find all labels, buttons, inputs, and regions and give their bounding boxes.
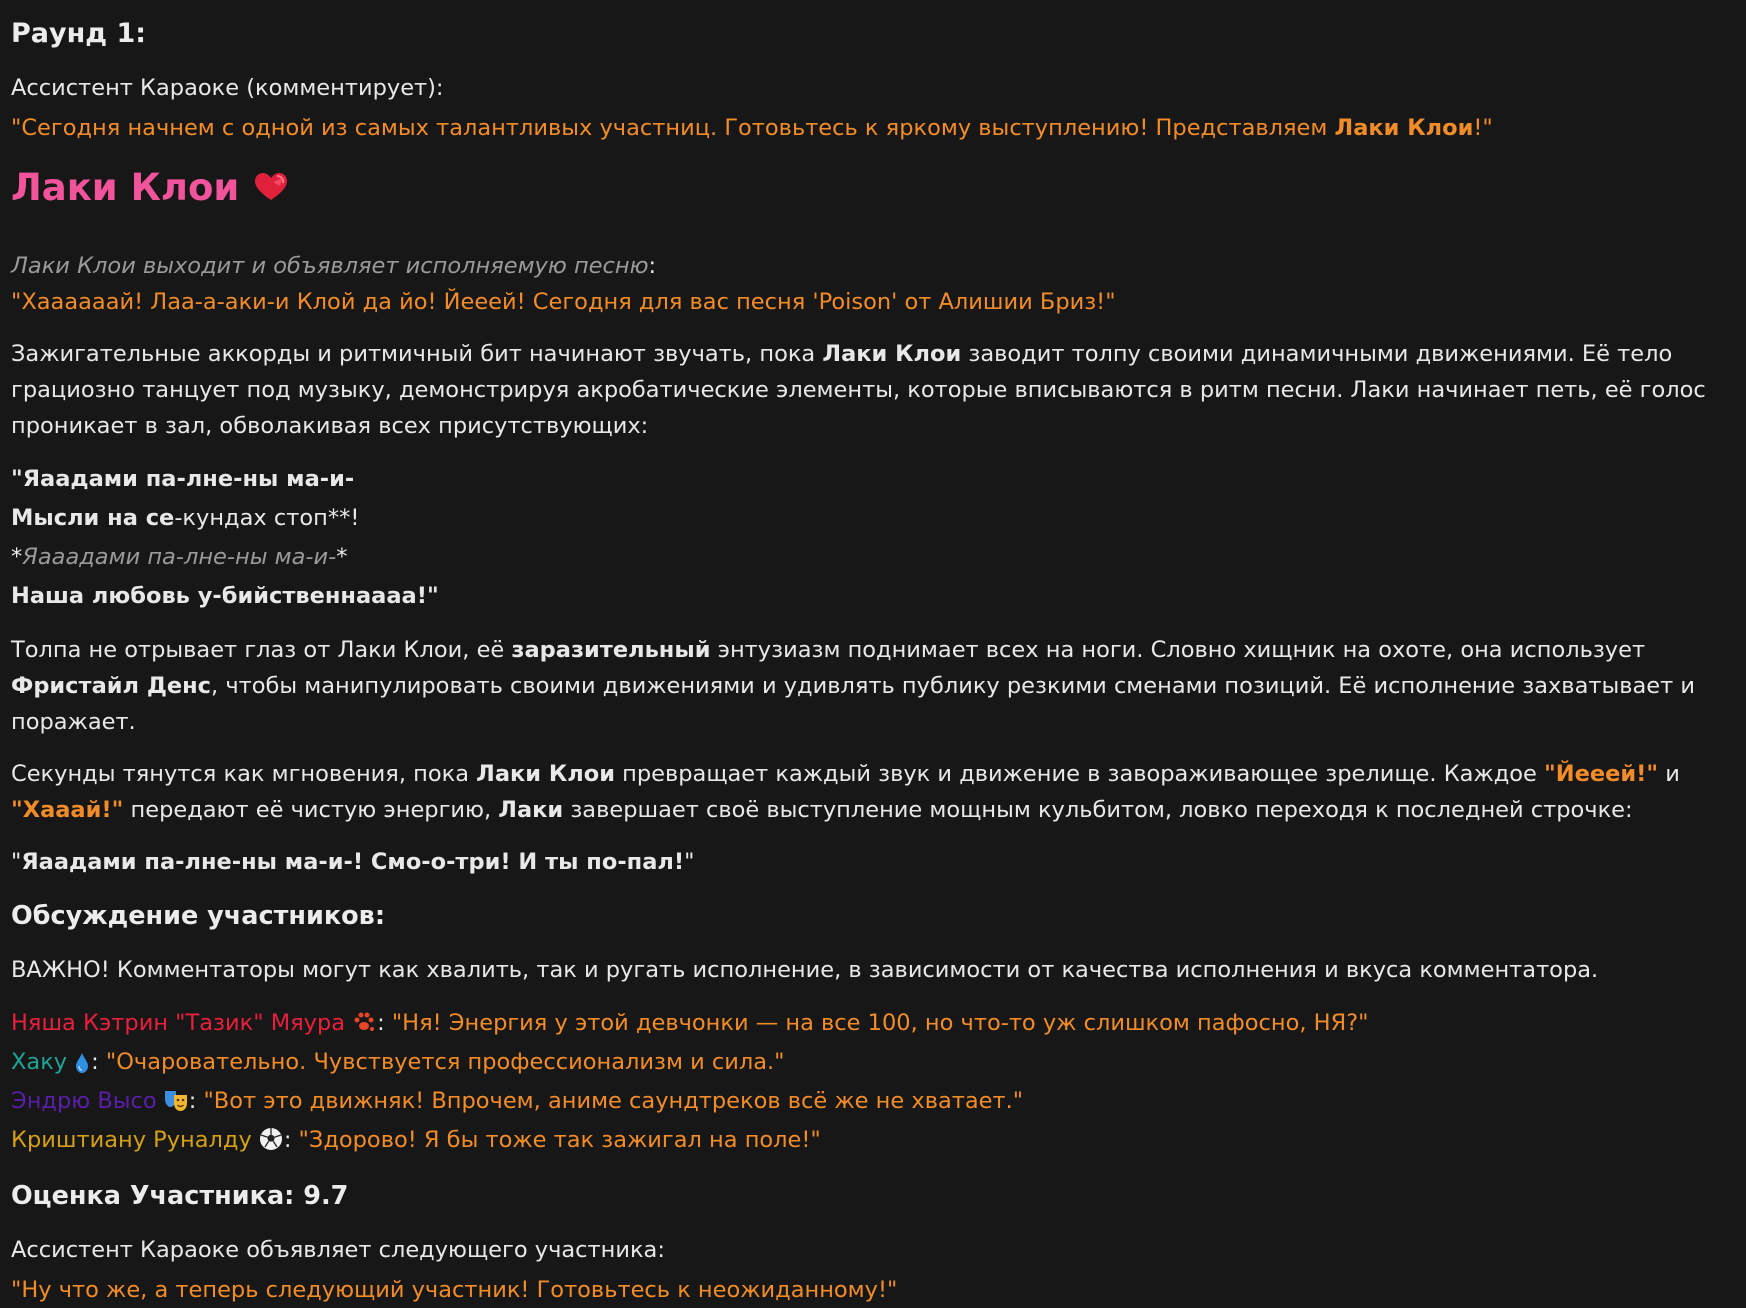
comment-sep: : bbox=[91, 1049, 99, 1075]
assistant-intro bbox=[11, 70, 1735, 146]
lyrics-line-4 bbox=[11, 577, 1735, 616]
comments-list bbox=[11, 1004, 1735, 1160]
lyrics-line-3 bbox=[11, 538, 1735, 577]
narration-paragraph-2 bbox=[11, 632, 1735, 740]
next-quote: "Ну что же, а теперь следующий участник! Готовьтесь к неожиданному!" bbox=[11, 1277, 898, 1303]
score-title: Оценка Участника: 9.7 bbox=[11, 1181, 349, 1211]
soccer-ball-icon bbox=[258, 1126, 284, 1152]
text-span: Зажигательные аккорды и ритмичный бит начинают звучать, пока bbox=[11, 341, 823, 367]
commenter-name: Хаку bbox=[11, 1049, 68, 1075]
performer-announcement: "Хаааааай! Лаа-а-аки-и Клой да йо! Йееей! Сегодня для вас песня 'Poison' от Алишии Бриз!" bbox=[11, 289, 1116, 315]
performer-intro bbox=[11, 248, 1735, 320]
text-span: " bbox=[11, 849, 22, 875]
droplet-icon bbox=[75, 1048, 89, 1070]
comment-text: "Вот это движняк! Впрочем, аниме саундтреков всё же не хватает." bbox=[196, 1088, 1024, 1114]
lyrics-text: Яааадами па-лне-ны ма-и- bbox=[22, 544, 337, 570]
text-span: передают её чистую энергию, bbox=[123, 797, 499, 823]
performer-action-colon: : bbox=[648, 253, 657, 279]
comment-sep: : bbox=[283, 1127, 292, 1153]
round-title: Раунд 1: bbox=[11, 18, 147, 49]
comment-item bbox=[11, 1121, 1735, 1160]
performer-action-text: Лаки Клои выходит и объявляет исполняемую песню bbox=[11, 253, 649, 279]
comment-text: "Ня! Энергия у этой девчонки — на все 100, но что-то уж слишком пафосно, НЯ?" bbox=[384, 1010, 1369, 1036]
next-label: Ассистент Караоке объявляет следующего участника: bbox=[11, 1237, 665, 1263]
comment-item bbox=[11, 1004, 1735, 1043]
intro-prefix: "Сегодня начнем с одной из самых талантливых участниц. Готовьтесь к яркому выступлению! Представляем bbox=[11, 115, 1335, 141]
text-span: Секунды тянутся как мгновения, пока bbox=[11, 761, 477, 787]
paw-icon bbox=[351, 1009, 377, 1035]
text-span: Толпа не отрывает глаз от Лаки Клои, её bbox=[11, 637, 512, 663]
bold-text: Яаадами па-лне-ны ма-и-! Смо-о-три! И ты по-пал! bbox=[21, 849, 685, 875]
lyrics-text: -кундах стоп**! bbox=[174, 505, 360, 531]
lyrics-line-2 bbox=[11, 499, 1735, 538]
intro-name: Лаки Клои bbox=[1334, 115, 1474, 141]
text-span: превращает каждый звук и движение в завораживающее зрелище. Каждое bbox=[615, 761, 1545, 787]
lyrics-text: "Яаадами па-лне-ны ма-и- bbox=[11, 466, 355, 492]
lyrics-text: Наша любовь у-бийственнаааа!" bbox=[11, 583, 439, 609]
bold-name: Лаки bbox=[498, 797, 564, 823]
comment-sep: : bbox=[188, 1088, 197, 1114]
comment-text: "Очаровательно. Чувствуется профессионализм и сила." bbox=[98, 1049, 785, 1075]
performer-name: Лаки Клои bbox=[11, 166, 240, 209]
performer-title bbox=[11, 162, 1735, 216]
orange-exclamation: "Йееей!" bbox=[1544, 761, 1659, 787]
comment-item bbox=[11, 1082, 1735, 1121]
final-lyrics-line bbox=[11, 844, 1735, 880]
text-span: завершает своё выступление мощным кульбитом, ловко переходя к последней строчке: bbox=[563, 797, 1633, 823]
intro-suffix: !" bbox=[1473, 115, 1493, 141]
assistant-label: Ассистент Караоке (комментирует): bbox=[11, 75, 444, 101]
bold-text: Фристайл Денс bbox=[11, 673, 212, 699]
comment-text: "Здорово! Я бы тоже так зажигал на поле!" bbox=[291, 1127, 821, 1153]
intro-quote bbox=[11, 110, 1735, 146]
lyrics-text: * bbox=[336, 544, 348, 570]
bold-text: заразительный bbox=[511, 637, 711, 663]
bold-name: Лаки Клои bbox=[822, 341, 962, 367]
narration-paragraph-3 bbox=[11, 756, 1735, 828]
bold-name: Лаки Клои bbox=[476, 761, 615, 787]
lyrics-text: Мысли на се bbox=[11, 505, 175, 531]
discussion-title: Обсуждение участников: bbox=[11, 901, 386, 931]
commenter-name: Криштиану Руналду bbox=[11, 1127, 252, 1153]
discussion-note: ВАЖНО! Комментаторы могут как хвалить, так и ругать исполнение, в зависимости от качества исполнения и вкуса комментатора. bbox=[11, 957, 1599, 983]
lyrics-text: * bbox=[11, 544, 23, 570]
comment-sep: : bbox=[377, 1010, 385, 1036]
next-announcement bbox=[11, 1232, 1735, 1308]
lyrics-block bbox=[11, 460, 1735, 616]
lyrics-line-1 bbox=[11, 460, 1735, 499]
text-span: заводит толпу своими динамичными движениями. Её тело грациозно танцует под музыку, демонстрируя акробатические элементы, которые вписываются в ритм песни. Лаки начинает петь, её голос проникает в зал, обволакивая всех присутствующих: bbox=[11, 341, 1706, 439]
commenter-name: Няша Кэтрин "Тазик" Мяура bbox=[11, 1010, 346, 1036]
commenter-name: Эндрю Высо bbox=[11, 1088, 157, 1114]
text-span: энтузиазм поднимает всех на ноги. Словно хищник на охоте, она использует bbox=[710, 637, 1646, 663]
comment-item bbox=[11, 1043, 1735, 1082]
narration-paragraph-1 bbox=[11, 336, 1735, 444]
orange-exclamation: "Хааай!" bbox=[11, 797, 124, 823]
theater-masks-icon bbox=[163, 1087, 189, 1113]
text-span: , чтобы манипулировать своими движениями и удивлять публику резкими сменами позиций. Её исполнение захватывает и поражает. bbox=[11, 673, 1696, 735]
performer-action bbox=[11, 248, 1735, 284]
heart-icon bbox=[253, 164, 289, 216]
text-span: и bbox=[1658, 761, 1680, 787]
text-span: " bbox=[684, 849, 695, 875]
